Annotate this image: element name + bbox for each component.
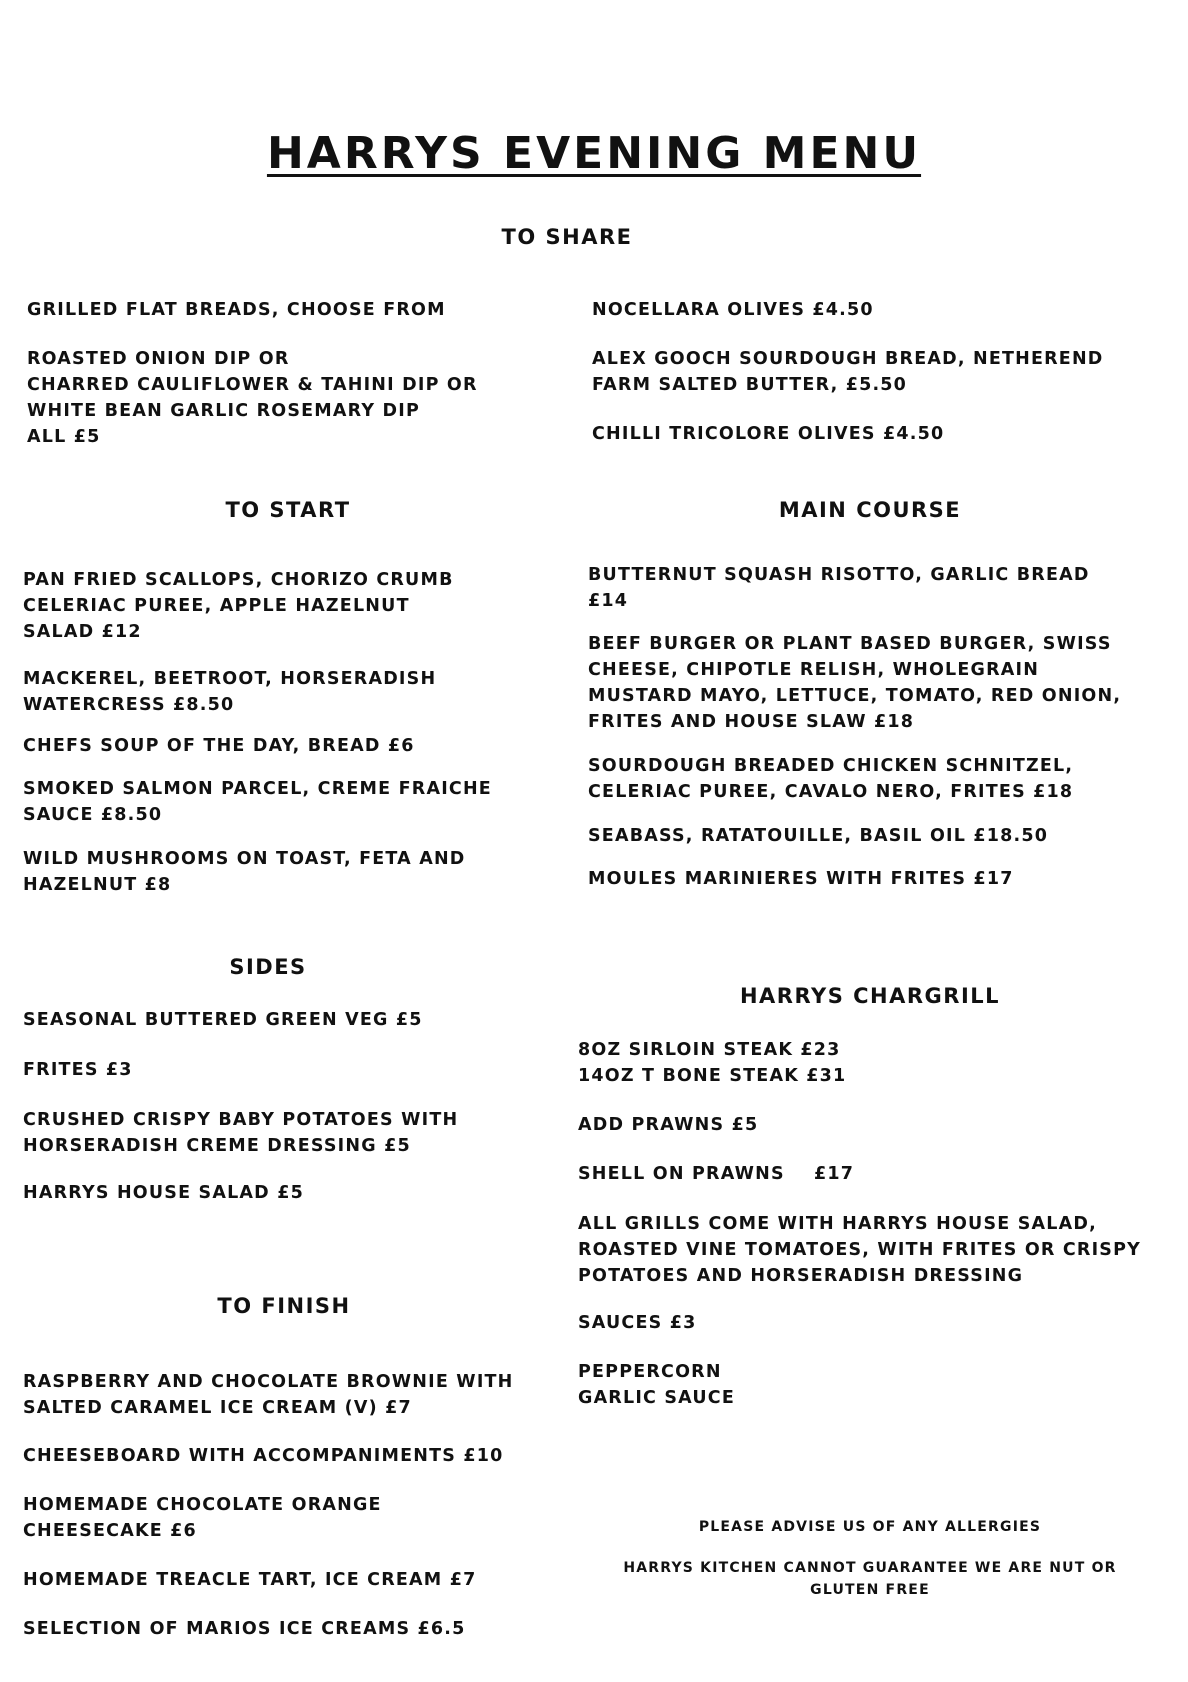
main-item: SEABASS, RATATOUILLE, BASIL OIL £18.50	[588, 826, 1049, 846]
sides-heading: SIDES	[229, 955, 307, 979]
share-item: ALEX GOOCH SOURDOUGH BREAD, NETHEREND FARM SALTED BUTTER, £5.50	[592, 349, 1104, 395]
flat-breads-intro: GRILLED FLAT BREADS, CHOOSE FROM	[27, 300, 446, 320]
start-item: SMOKED SALMON PARCEL, CREME FRAICHE SAUCE £8.50	[23, 779, 492, 825]
chargrill-item: 8OZ SIRLOIN STEAK £23 14OZ T BONE STEAK £31	[578, 1040, 847, 1086]
finish-item: SELECTION OF MARIOS ICE CREAMS £6.5	[23, 1619, 466, 1639]
to-share-heading: TO SHARE	[501, 225, 633, 249]
main-item: BEEF BURGER OR PLANT BASED BURGER, SWISS CHEESE, CHIPOTLE RELISH, WHOLEGRAIN MUSTARD MAYO, LETTUCE, TOMATO, RED ONION, FRITES AND HOUSE SLAW £18	[588, 634, 1122, 732]
finish-item: RASPBERRY AND CHOCOLATE BROWNIE WITH SALTED CARAMEL ICE CREAM (V) £7	[23, 1372, 514, 1418]
side-item: SEASONAL BUTTERED GREEN VEG £5	[23, 1010, 423, 1030]
start-item: CHEFS SOUP OF THE DAY, BREAD £6	[23, 736, 415, 756]
finish-item: HOMEMADE TREACLE TART, ICE CREAM £7	[23, 1570, 477, 1590]
dips-list	[27, 346, 478, 450]
main-course-heading: MAIN COURSE	[778, 498, 962, 522]
start-item: PAN FRIED SCALLOPS, CHORIZO CRUMB CELERIAC PUREE, APPLE HAZELNUT SALAD £12	[23, 570, 454, 642]
finish-item: HOMEMADE CHOCOLATE ORANGE CHEESECAKE £6	[23, 1495, 382, 1541]
chargrill-item: SAUCES £3	[578, 1313, 697, 1333]
side-item: CRUSHED CRISPY BABY POTATOES WITH HORSERADISH CREME DRESSING £5	[23, 1110, 459, 1156]
main-item: SOURDOUGH BREADED CHICKEN SCHNITZEL, CELERIAC PUREE, CAVALO NERO, FRITES £18	[588, 756, 1074, 802]
nut-gluten-notice: HARRYS KITCHEN CANNOT GUARANTEE WE ARE NUT OR GLUTEN FREE	[623, 1560, 1117, 1598]
chargrill-item: PEPPERCORN GARLIC SAUCE	[578, 1362, 735, 1408]
share-item: CHILLI TRICOLORE OLIVES £4.50	[592, 424, 945, 444]
to-start-heading: TO START	[225, 498, 351, 522]
chargrill-heading: HARRYS CHARGRILL	[739, 984, 1001, 1008]
menu-title: HARRYS EVENING MENU	[266, 128, 922, 179]
chargrill-item: ADD PRAWNS £5	[578, 1115, 759, 1135]
main-item: BUTTERNUT SQUASH RISOTTO, GARLIC BREAD £14	[588, 565, 1090, 611]
allergy-notice: PLEASE ADVISE US OF ANY ALLERGIES	[698, 1519, 1042, 1535]
dip-line: ROASTED ONION DIP OR	[27, 349, 290, 369]
main-item: MOULES MARINIERES WITH FRITES £17	[588, 869, 1014, 889]
start-item: MACKEREL, BEETROOT, HORSERADISH WATERCRESS £8.50	[23, 669, 437, 715]
dip-line: WHITE BEAN GARLIC ROSEMARY DIP	[27, 401, 421, 421]
dip-line: ALL £5	[27, 427, 101, 447]
chargrill-item: SHELL ON PRAWNS £17	[578, 1164, 855, 1184]
dip-line: CHARRED CAULIFLOWER & TAHINI DIP OR	[27, 375, 478, 395]
finish-item: CHEESEBOARD WITH ACCOMPANIMENTS £10	[23, 1446, 504, 1466]
side-item: HARRYS HOUSE SALAD £5	[23, 1183, 304, 1203]
start-item: WILD MUSHROOMS ON TOAST, FETA AND HAZELNUT £8	[23, 849, 466, 895]
to-finish-heading: TO FINISH	[217, 1294, 351, 1318]
chargrill-item: ALL GRILLS COME WITH HARRYS HOUSE SALAD, ROASTED VINE TOMATOES, WITH FRITES OR CRISPY POTATOES AND HORSERADISH DRESSING	[578, 1214, 1142, 1286]
side-item: FRITES £3	[23, 1060, 133, 1080]
share-item: NOCELLARA OLIVES £4.50	[592, 300, 874, 320]
